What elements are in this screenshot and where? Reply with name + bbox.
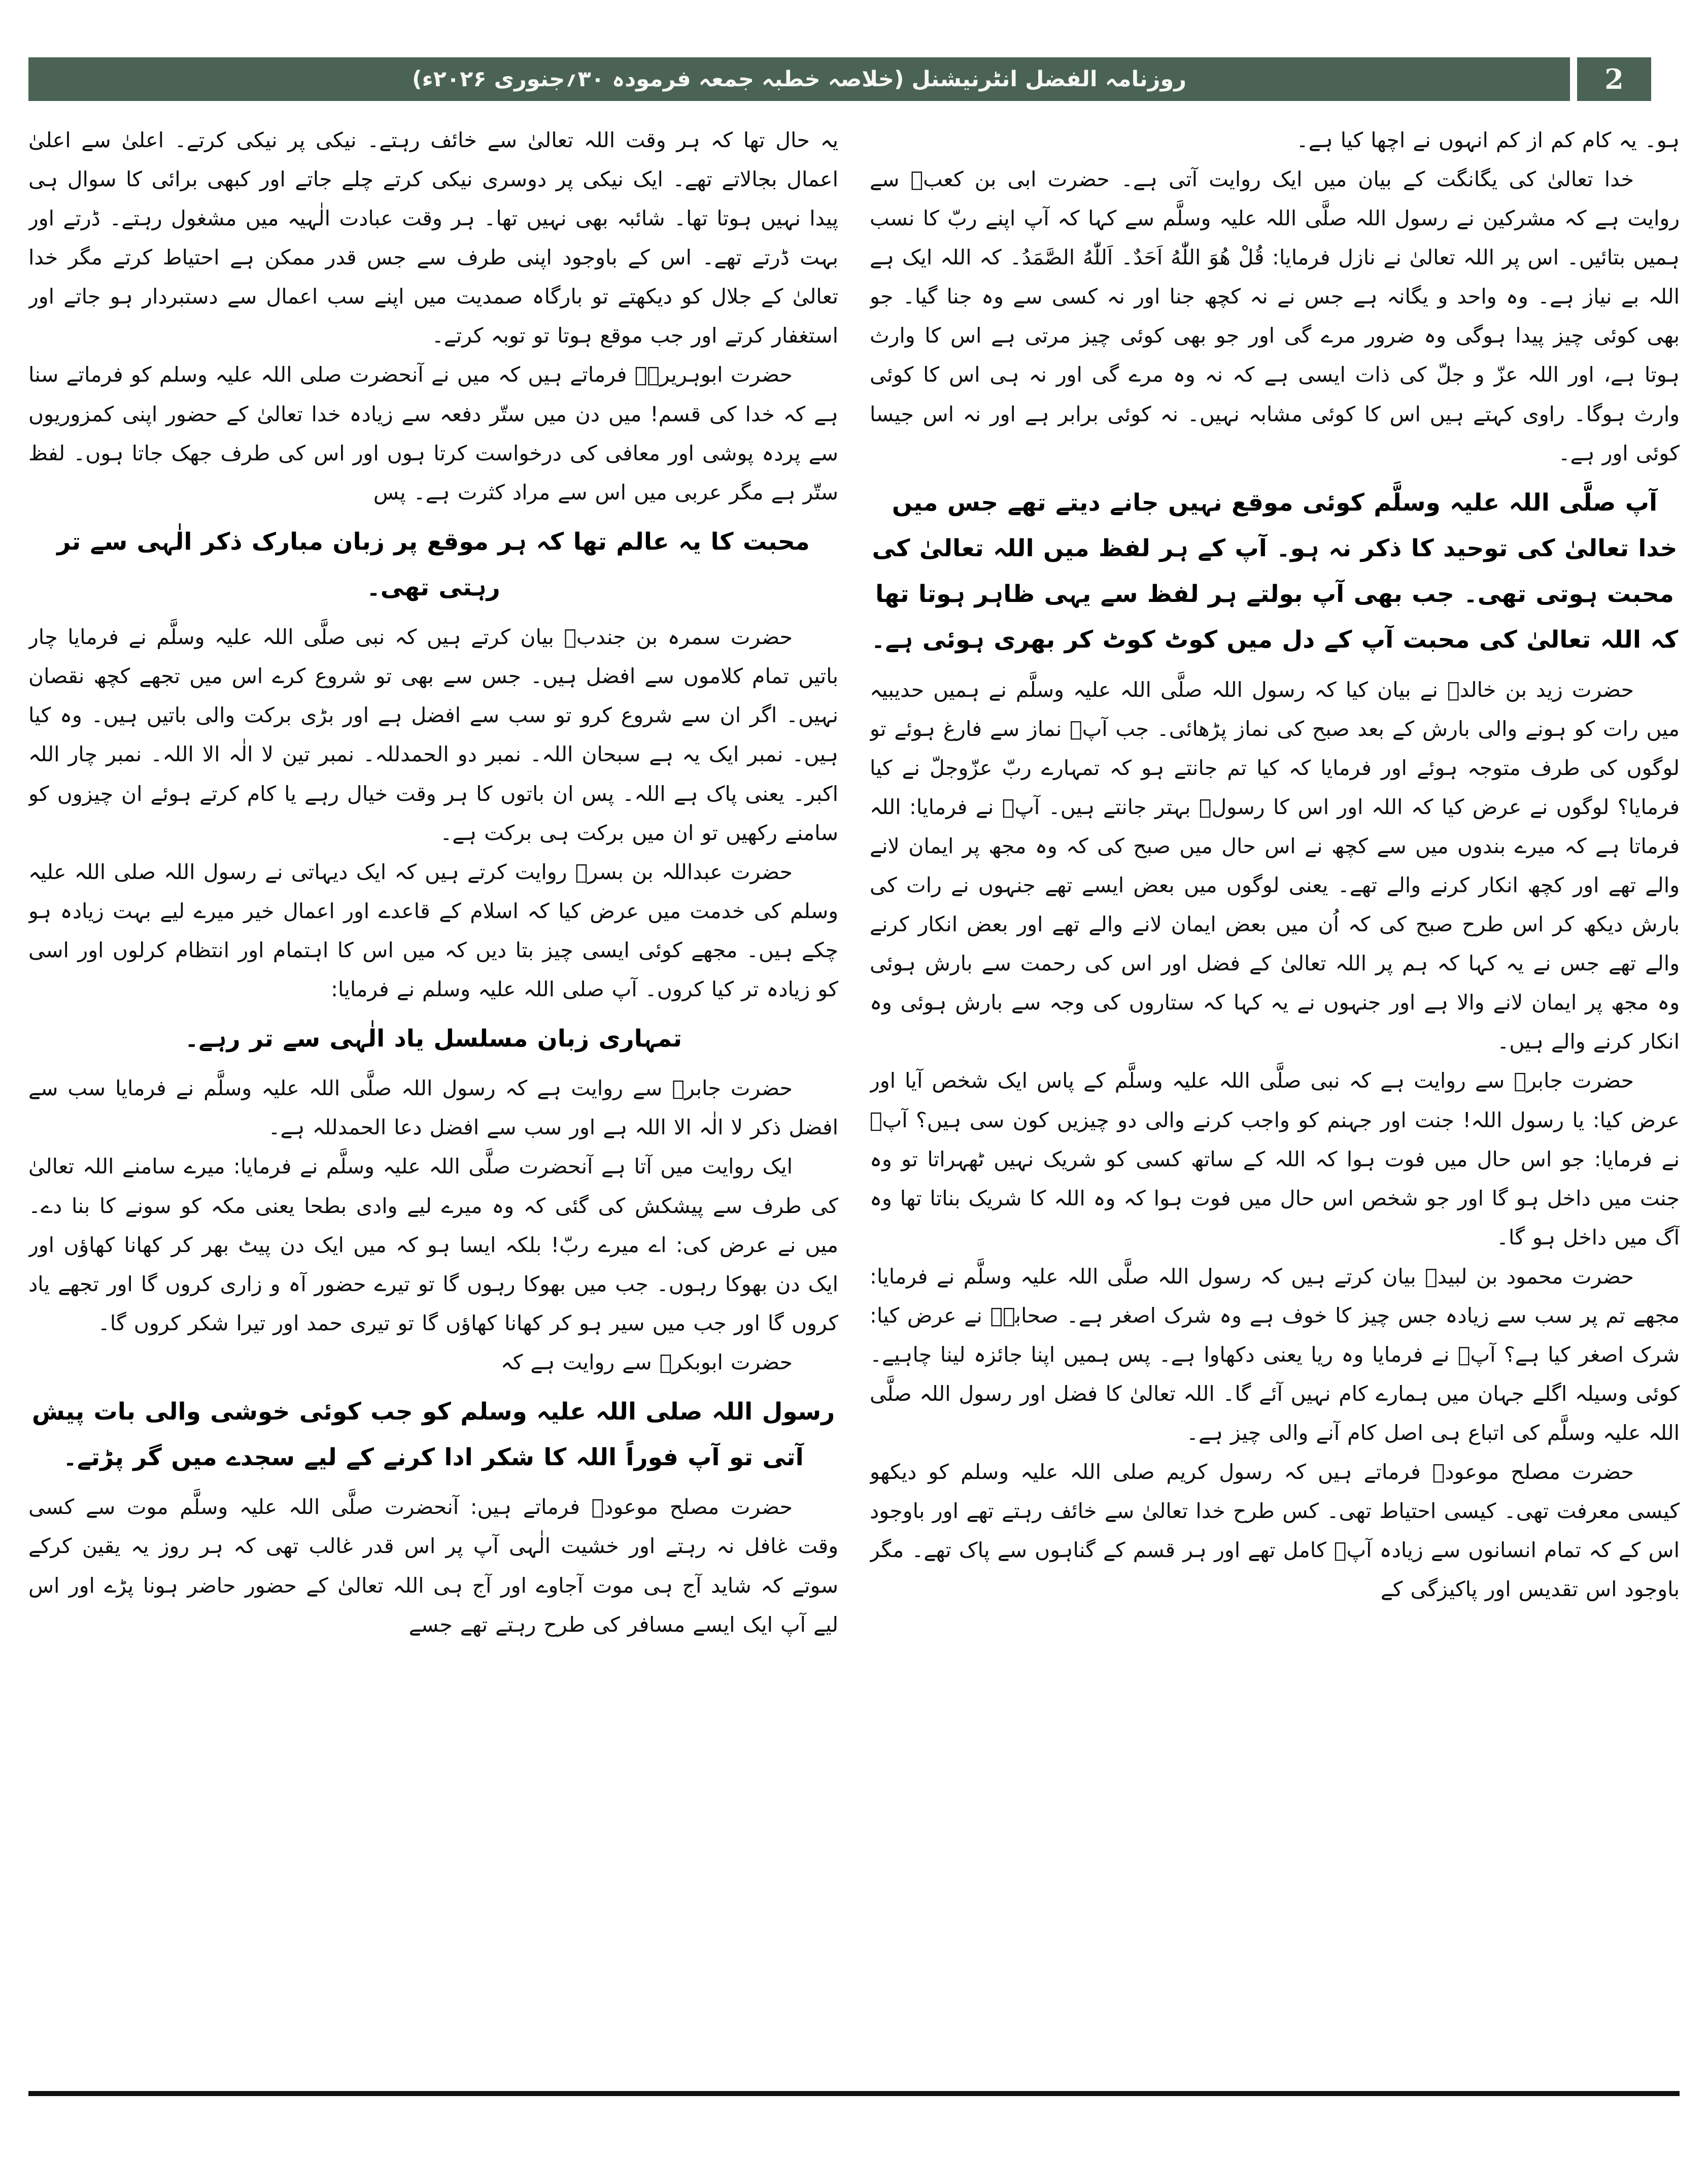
body-paragraph: حضرت عبداللہ بن بسرؓ روایت کرتے ہیں کہ ایک دیہاتی نے رسول اللہ صلی اللہ علیہ وسلم کی خدمت میں عرض کیا کہ اسلام کے قاعدے اور اعمال خیر میرے لیے بہت زیادہ ہو چکے ہیں۔ مجھے کوئی ایسی چیز بتا دیں کہ میں اس کا اہتمام اور انتظام کرلوں اور اسی کو زیادہ تر کیا کروں۔ آپ صلی اللہ علیہ وسلم نے فرمایا: [28, 859, 838, 1001]
section-heading: آپ صلَّی اللہ علیہ وسلَّم کوئی موقع نہیں جانے دیتے تھے جس میں خدا تعالیٰ کی توحید کا ذکر نہ ہو۔ آپ کے ہر لفظ میں اللہ تعالیٰ کی محبت ہوتی تھی۔ جب بھی آپ بولتے ہر لفظ سے یہی ظاہر ہوتا تھا کہ اللہ تعالیٰ کی محبت آپ کے دل میں کوٹ کوٹ کر بھری ہوئی ہے۔ [871, 488, 1679, 654]
body-paragraph: حضرت محمود بن لبیدؓ بیان کرتے ہیں کہ رسول اللہ صلَّی اللہ علیہ وسلَّم نے فرمایا: مجھے تم پر سب سے زیادہ جس چیز کا خوف ہے وہ شرک اصغر ہے۔ صحابہؓ نے عرض کیا: شرک اصغر کیا ہے؟ آپؐ نے فرمایا وہ ریا یعنی دکھاوا ہے۔ پس ہمیں اپنا جائزہ لینا چاہیے۔ کوئی وسیلہ اگلے جہان میں ہمارے کام نہیں آئے گا۔ اللہ تعالیٰ کا فضل اور رسول اللہ صلَّی اللہ علیہ وسلَّم کی اتباع ہی اصل کام آنے والی چیز ہے۔ [870, 1264, 1680, 1445]
body-paragraph: حضرت مصلح موعودؓ فرماتے ہیں کہ رسول کریم صلی اللہ علیہ وسلم کو دیکھو کیسی معرفت تھی۔ کیسی احتیاط تھی۔ کس طرح خدا تعالیٰ سے خائف رہتے تھے اور باوجود اس کے کہ تمام انسانوں سے زیادہ آپؐ کامل تھے اور ہر قسم کے گناہوں سے پاک تھے۔ مگر باوجود اس تقدیس اور پاکیزگی کے [870, 1460, 1680, 1602]
page-number-box [1577, 57, 1651, 101]
left-column [28, 121, 838, 2086]
body-paragraph: حضرت جابرؓ سے روایت ہے کہ رسول اللہ صلَّی اللہ علیہ وسلَّم نے فرمایا سب سے افضل ذکر لا الٰہ الا اللہ ہے اور سب سے افضل دعا الحمدللہ ہے۔ [28, 1076, 838, 1140]
body-paragraph: ہو۔ یہ کام کم از کم انہوں نے اچھا کیا ہے۔ [1296, 128, 1680, 152]
page-header [28, 57, 1651, 101]
right-column [870, 121, 1680, 2086]
page-title: روزنامہ الفضل انٹرنیشنل (خلاصہ خطبہ جمعہ فرمودہ ۳۰؍جنوری ۲۰۲۶ء) [412, 66, 1186, 92]
article-columns [28, 121, 1680, 2086]
section-heading: محبت کا یہ عالم تھا کہ ہر موقع پر زبان مبارک ذکر الٰہی سے تر رہتی تھی۔ [57, 527, 810, 602]
body-paragraph: حضرت جابرؓ سے روایت ہے کہ نبی صلَّی اللہ علیہ وسلَّم کے پاس ایک شخص آیا اور عرض کیا: یا رسول اللہ! جنت اور جہنم کو واجب کرنے والی دو چیزیں کون سی ہیں؟ آپؐ نے فرمایا: جو اس حال میں فوت ہوا کہ اللہ کے ساتھ کسی کو شریک نہیں ٹھہراتا تو وہ جنت میں داخل ہو گا اور جو شخص اس حال میں فوت ہوا کہ وہ اللہ کا شریک بناتا تھا وہ آگ میں داخل ہو گا۔ [870, 1068, 1680, 1250]
body-paragraph: ایک روایت میں آتا ہے آنحضرت صلَّی اللہ علیہ وسلَّم نے فرمایا: میرے سامنے اللہ تعالیٰ کی طرف سے پیشکش کی گئی کہ وہ میرے لیے وادی بطحا یعنی مکہ کو سونے کا بنا دے۔ میں نے عرض کی: اے میرے ربّ! بلکہ ایسا ہو کہ میں ایک دن پیٹ بھر کر کھانا کھاؤں اور ایک دن بھوکا رہوں۔ جب میں بھوکا رہوں گا تو تیرے حضور آہ و زاری کروں گا اور تجھے یاد کروں گا اور جب میں سیر ہو کر کھانا کھاؤں گا تو تیری حمد اور تیرا شکر کروں گا۔ [28, 1154, 838, 1335]
body-paragraph: خدا تعالیٰ کی یگانگت کے بیان میں ایک روایت آتی ہے۔ حضرت ابی بن کعبؓ سے روایت ہے کہ مشرکین نے رسول اللہ صلَّی اللہ علیہ وسلَّم سے کہا کہ آپ اپنے ربّ کا نسب ہمیں بتائیں۔ اس پر اللہ تعالیٰ نے نازل فرمایا: قُلْ هُوَ اللّٰهُ اَحَدٌ۔ اَللّٰهُ الصَّمَدُ۔ کہ اللہ ایک ہے اللہ بے نیاز ہے۔ وہ واحد و یگانہ ہے جس نے نہ کچھ جنا اور نہ کسی سے وہ جنا گیا۔ جو بھی کوئی چیز پیدا ہوگی وہ ضرور مرے گی اور جو بھی کوئی چیز مرتی ہے اس کا وارث ہوتا ہے، اور اللہ عزّ و جلّ کی ذات ایسی ہے کہ نہ وہ مرے گی اور نہ ہی اس کا کوئی وارث ہوگا۔ راوی کہتے ہیں اس کا کوئی مشابہ نہیں۔ نہ کوئی برابر ہے اور نہ اس جیسا کوئی اور ہے۔ [870, 167, 1680, 465]
body-paragraph: حضرت زید بن خالدؓ نے بیان کیا کہ رسول اللہ صلَّی اللہ علیہ وسلَّم نے ہمیں حدیبیہ میں رات کو ہونے والی بارش کے بعد صبح کی نماز پڑھائی۔ جب آپؐ نماز سے فارغ ہوئے تو لوگوں کی طرف متوجہ ہوئے اور فرمایا کہ کیا تم جانتے ہو کہ تمہارے ربّ عزّوجلّ نے کیا فرمایا؟ لوگوں نے عرض کیا کہ اللہ اور اس کا رسولؐ بہتر جانتے ہیں۔ آپؐ نے فرمایا: اللہ فرماتا ہے کہ میرے بندوں میں سے کچھ نے اس حال میں صبح کی کہ وہ مجھ پر ایمان لانے والے تھے اور کچھ انکار کرنے والے تھے۔ یعنی لوگوں میں بعض ایسے تھے جنہوں نے رات کی بارش دیکھ کر اس طرح صبح کی کہ اُن میں بعض ایمان لانے والے تھے اور بعض انکار کرنے والے تھے جس نے یہ کہا کہ ہم پر اللہ تعالیٰ کے فضل اور اس کی رحمت سے بارش ہوئی وہ مجھ پر ایمان لانے والا ہے اور جنہوں نے یہ کہا کہ ستاروں کی وجہ سے بارش ہوئی وہ انکار کرنے والے ہیں۔ [870, 677, 1680, 1054]
page-number: 2 [1604, 63, 1624, 95]
body-paragraph: حضرت سمرہ بن جندبؓ بیان کرتے ہیں کہ نبی صلَّی اللہ علیہ وسلَّم نے فرمایا چار باتیں تمام کلاموں سے افضل ہیں۔ جس سے بھی تو شروع کرے اس میں تجھے کچھ نقصان نہیں۔ اگر ان سے شروع کرو تو سب سے افضل ہے اور بڑی برکت والی باتیں ہیں۔ وہ کیا ہیں۔ نمبر ایک یہ ہے سبحان اللہ۔ نمبر دو الحمدللہ۔ نمبر تین لا الٰہ الا اللہ۔ نمبر چار اللہ اکبر۔ یعنی پاک ہے اللہ۔ پس ان باتوں کا ہر وقت خیال رہے یا کام کرتے ہوئے ان چیزوں کو سامنے رکھیں تو ان میں برکت ہی برکت ہے۔ [28, 625, 838, 845]
body-paragraph: حضرت ابوہریرہؓ فرماتے ہیں کہ میں نے آنحضرت صلی اللہ علیہ وسلم کو فرماتے سنا ہے کہ خدا کی قسم! میں دن میں ستّر دفعہ سے زیادہ خدا تعالیٰ کے حضور اپنی کمزوریوں سے پردہ پوشی اور معافی کی درخواست کرتا ہوں اور اس کی طرف جھک جاتا ہوں۔ لفظ ستّر ہے مگر عربی میں اس سے مراد کثرت ہے۔ پس [28, 362, 838, 504]
body-paragraph: حضرت مصلح موعودؓ فرماتے ہیں: آنحضرت صلَّی اللہ علیہ وسلَّم موت سے کسی وقت غافل نہ رہتے اور خشیت الٰہی آپ پر اس قدر غالب تھی کہ ہر روز یہ یقین کرکے سوتے کہ شاید آج ہی موت آجاوے اور آج ہی اللہ تعالیٰ کے حضور حاضر ہونا پڑے اور اس لیے آپ ایک ایسے مسافر کی طرح رہتے تھے جسے [28, 1495, 838, 1637]
bottom-rule [28, 2091, 1680, 2096]
header-bar [28, 57, 1570, 101]
body-paragraph: حضرت ابوبکرؓ سے روایت ہے کہ [500, 1350, 793, 1374]
body-paragraph: یہ حال تھا کہ ہر وقت اللہ تعالیٰ سے خائف رہتے۔ نیکی پر نیکی کرتے۔ اعلیٰ سے اعلیٰ اعمال بجالاتے تھے۔ ایک نیکی پر دوسری نیکی کرتے چلے جاتے اور کبھی برائی کا سوال ہی پیدا نہیں ہوتا تھا۔ شائبہ بھی نہیں تھا۔ ہر وقت عبادت الٰہیہ میں مشغول رہتے۔ ڈرتے اور بہت ڈرتے تھے۔ اس کے باوجود اپنی طرف سے جس قدر ممکن ہے احتیاط کرتے مگر خدا تعالیٰ کے جلال کو دیکھتے تو بارگاہ صمدیت میں اپنے سب اعمال سے دستبردار ہو جاتے اور استغفار کرتے اور جب موقع ہوتا تو توبہ کرتے۔ [28, 128, 838, 348]
section-heading: رسول اللہ صلی اللہ علیہ وسلم کو جب کوئی خوشی والی بات پیش آتی تو آپ فوراً اللہ کا شکر ادا کرنے کے لیے سجدے میں گر پڑتے۔ [31, 1397, 835, 1472]
section-heading: تمہاری زبان مسلسل یاد الٰہی سے تر رہے۔ [185, 1025, 682, 1053]
